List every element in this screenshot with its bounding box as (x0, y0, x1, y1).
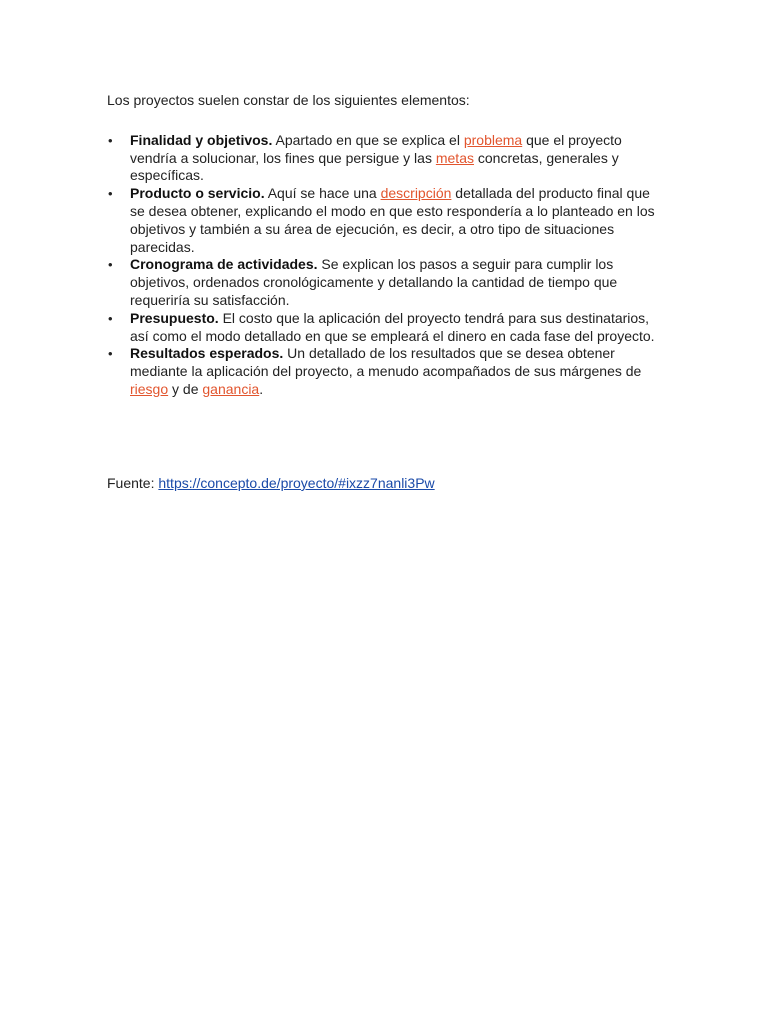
source-line (107, 475, 435, 493)
bullet-icon: • (108, 346, 113, 362)
bullet-icon: • (108, 186, 113, 202)
elements-list (107, 132, 667, 399)
source-link[interactable]: https://concepto.de/proyecto/#ixzz7nanli3Pw (158, 475, 435, 491)
link-riesgo[interactable]: riesgo (130, 380, 169, 397)
item-text: y de (168, 380, 203, 397)
source-label: Fuente: (107, 475, 159, 491)
link-descripcion[interactable]: descripción (380, 185, 452, 202)
item-text: que el proyecto vendría a solucionar, los fines que persigue y las (130, 131, 622, 166)
link-ganancia[interactable]: ganancia (202, 380, 260, 397)
item-text: . (259, 380, 264, 397)
bullet-icon: • (108, 257, 113, 273)
item-text: El costo que la aplicación del proyecto tendrá para sus destinatarios, así como el modo detallado en que se empleará el dinero en cada fase del proyecto. (130, 309, 655, 344)
item-term: Producto o servicio. (130, 185, 265, 202)
item-text: Aquí se hace una (264, 185, 381, 202)
item-text: Se explican los pasos a seguir para cumplir los objetivos, ordenados cronológicamente y detallando la cantidad de tiempo que requeriría su satisfacción. (130, 256, 618, 308)
bullet-icon: • (108, 310, 113, 326)
item-term: Cronograma de actividades. (130, 256, 318, 273)
list-item-cronograma (107, 256, 667, 309)
item-term: Resultados esperados. (130, 345, 284, 362)
item-term: Presupuesto. (130, 309, 219, 326)
list-item-finalidad (107, 132, 667, 185)
item-text: detallada del producto final que se desea obtener, explicando el modo en que esto respondería a lo planteado en los objetivos y también a su área de ejecución, es decir, a otro tipo de situaciones parecidas. (130, 185, 655, 255)
link-problema[interactable]: problema (463, 131, 523, 148)
item-text: Apartado en que se explica el (272, 131, 464, 148)
item-text: Un detallado de los resultados que se desea obtener mediante la aplicación del proyecto, a menudo acompañados de sus márgenes de (130, 345, 642, 380)
bullet-icon: • (108, 132, 113, 148)
item-term: Finalidad y objetivos. (130, 131, 273, 148)
list-item-resultados (107, 345, 667, 398)
intro-paragraph: Los proyectos suelen constar de los siguientes elementos: (107, 92, 470, 108)
item-text: concretas, generales y específicas. (130, 149, 619, 184)
list-item-producto (107, 185, 667, 256)
link-metas[interactable]: metas (435, 149, 474, 166)
list-item-presupuesto (107, 310, 667, 346)
document-body (107, 92, 667, 399)
